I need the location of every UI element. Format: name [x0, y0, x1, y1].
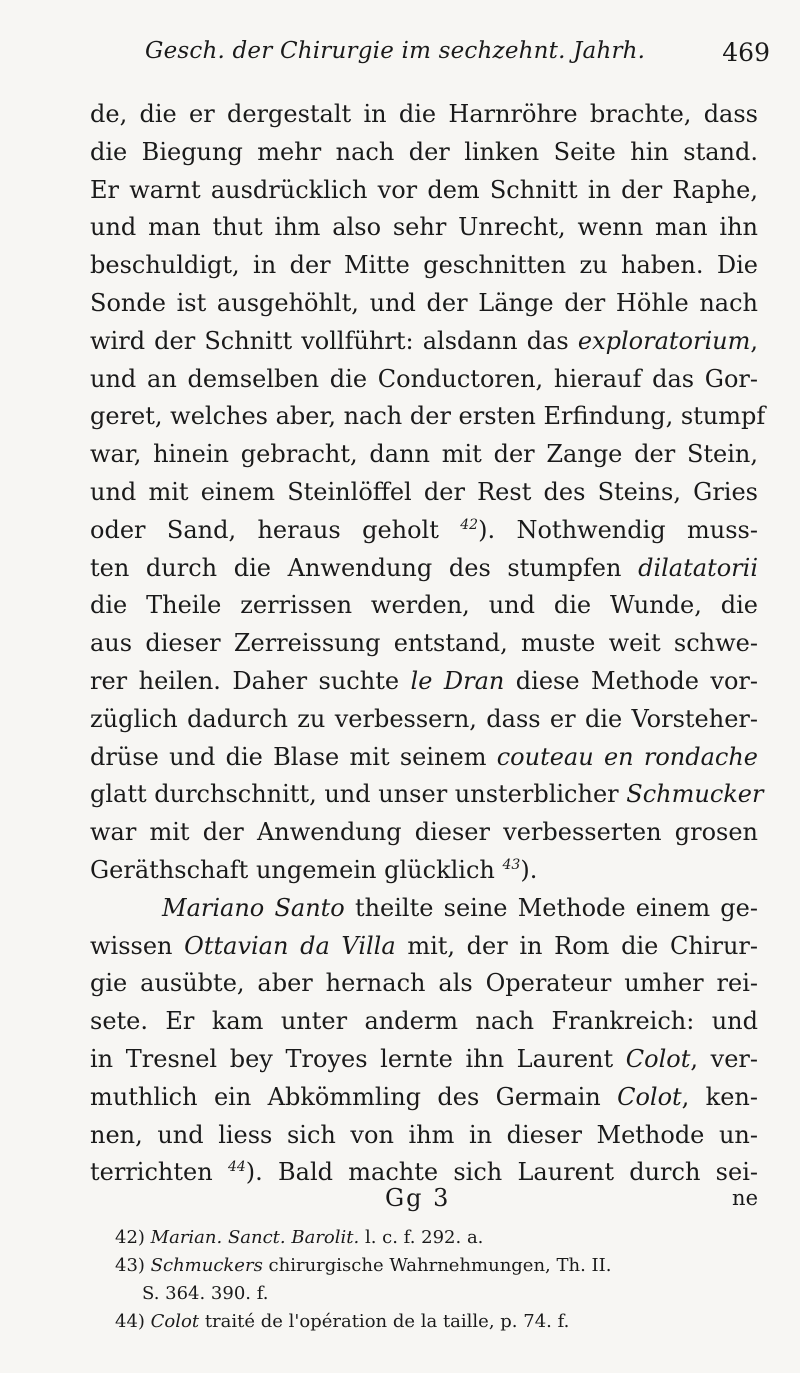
text-segment: und mit einem Steinlöffel der Rest des Steins, Gries [90, 477, 758, 506]
text-segment: ). Nothwendig muss- [478, 515, 758, 544]
text-line [90, 1079, 758, 1117]
text-segment: war mit der Anwendung dieser verbesserten grosen [90, 818, 758, 847]
text-line [90, 96, 758, 134]
italic-text: le Dran [410, 666, 505, 695]
body-text [90, 96, 766, 1192]
text-line [90, 701, 758, 739]
text-segment: Er warnt ausdrücklich vor dem Schnitt in der Raphe, [90, 175, 758, 204]
text-segment: ). [520, 855, 538, 884]
footnote-reference: 42 [460, 516, 479, 533]
text-segment: in Tresnel bey Troyes lernte ihn Laurent [90, 1044, 626, 1073]
text-line [90, 965, 758, 1003]
text-segment: traité de l'opération de la taille, p. 74. f. [199, 1311, 570, 1332]
text-segment: , [750, 326, 758, 355]
italic-text: Colot [150, 1311, 200, 1332]
italic-text: Colot [625, 1044, 691, 1073]
text-segment: 42) [115, 1227, 151, 1248]
text-line [90, 1041, 758, 1079]
text-segment: war, hinein gebracht, dann mit der Zange der Stein, [90, 440, 758, 469]
italic-text: exploratorium [577, 326, 751, 355]
text-segment: , ken- [681, 1082, 758, 1111]
italic-text: Mariano Santo [162, 893, 345, 922]
text-line [90, 890, 758, 928]
text-segment: ). Bald machte sich Laurent durch sei- [245, 1158, 758, 1187]
footnote [115, 1252, 760, 1280]
text-line [90, 512, 758, 550]
text-line [90, 247, 758, 285]
text-segment: 44) [115, 1311, 151, 1332]
italic-text: Ottavian da Villa [184, 931, 396, 960]
text-segment: muthlich ein Abkömmling des Germain [90, 1082, 618, 1111]
text-segment: oder Sand, heraus geholt [90, 515, 461, 544]
footnote [115, 1308, 760, 1336]
text-line [90, 550, 758, 588]
page-number: 469 [722, 38, 770, 67]
text-line [90, 852, 758, 890]
signature-row [90, 1184, 758, 1216]
text-line [90, 436, 758, 474]
footnote-reference: 44 [227, 1159, 246, 1176]
running-head-title: Gesch. der Chirurgie im sechzehnt. Jahrh. [145, 38, 646, 64]
text-segment: diese Methode vor- [504, 666, 758, 695]
text-segment: nen, und liess sich von ihm in dieser Methode un- [90, 1120, 758, 1149]
text-segment: züglich dadurch zu verbessern, dass er die Vorsteher- [90, 704, 758, 733]
signature-mark: Gg 3 [385, 1184, 451, 1212]
text-line [90, 474, 758, 512]
footnotes [115, 1224, 760, 1336]
text-segment: theilte seine Methode einem ge- [344, 893, 758, 922]
text-segment: Sonde ist ausgehöhlt, und der Länge der Höhle nach [90, 288, 758, 317]
text-segment: glatt durchschnitt, und unser unsterblicher [90, 780, 627, 809]
text-line [90, 814, 758, 852]
text-segment: de, die er dergestalt in die Harnröhre brachte, dass [90, 100, 758, 128]
text-line [90, 1117, 758, 1155]
text-line [90, 625, 758, 663]
italic-text: dilatatorii [638, 553, 758, 582]
text-line [90, 398, 766, 436]
text-segment: drüse und die Blase mit seinem [90, 742, 497, 771]
text-segment: beschuldigt, in der Mitte geschnitten zu haben. Die [90, 251, 758, 280]
italic-text: Marian. Sanct. Barolit. [150, 1227, 360, 1248]
text-segment: 43) [115, 1255, 151, 1276]
running-head [90, 38, 770, 78]
text-line [90, 739, 758, 777]
text-line [90, 776, 764, 814]
text-segment: terrichten [90, 1158, 228, 1187]
text-segment: , ver- [690, 1044, 758, 1073]
text-line [90, 209, 758, 247]
text-segment: wird der Schnitt vollführt: alsdann das [90, 326, 578, 355]
text-line [90, 323, 758, 361]
catchword: ne [732, 1186, 758, 1210]
text-segment: wissen [90, 931, 185, 960]
text-line [90, 663, 758, 701]
footnote [115, 1224, 760, 1252]
text-segment: aus dieser Zerreissung entstand, muste weit schwe- [90, 629, 758, 658]
text-segment: chirurgische Wahrnehmungen, Th. II. [262, 1255, 612, 1276]
text-segment: l. c. f. 292. a. [359, 1227, 484, 1248]
text-segment: ten durch die Anwendung des stumpfen [90, 553, 639, 582]
italic-text: Schmuckers [150, 1255, 263, 1276]
text-segment: rer heilen. Daher suchte [90, 666, 411, 695]
italic-text: Colot [617, 1082, 682, 1111]
footnote [115, 1280, 760, 1308]
text-line [90, 587, 758, 625]
text-segment: und man thut ihm also sehr Unrecht, wenn man ihn [90, 213, 758, 242]
text-line [90, 928, 758, 966]
text-line [90, 134, 758, 172]
text-segment: S. 364. 390. f. [142, 1283, 269, 1304]
text-segment: gie ausübte, aber hernach als Operateur umher rei- [90, 969, 758, 998]
text-segment: die Biegung mehr nach der linken Seite hin stand. [90, 137, 758, 166]
text-segment: Geräthschaft ungemein glücklich [90, 855, 503, 884]
text-segment: mit, der in Rom die Chirur- [395, 931, 758, 960]
text-line [90, 361, 758, 399]
text-segment: geret, welches aber, nach der ersten Erfindung, stumpf [90, 402, 766, 431]
text-line [90, 1003, 758, 1041]
italic-text: Schmucker [626, 780, 764, 809]
text-segment: die Theile zerrissen werden, und die Wunde, die [90, 591, 758, 620]
text-line [90, 285, 758, 323]
text-line [90, 172, 758, 210]
text-segment: und an demselben die Conductoren, hierauf das Gor- [90, 364, 758, 393]
footnote-reference: 43 [502, 856, 521, 873]
italic-text: couteau en rondache [496, 742, 759, 771]
text-segment: sete. Er kam unter anderm nach Frankreich: und [90, 1007, 758, 1036]
